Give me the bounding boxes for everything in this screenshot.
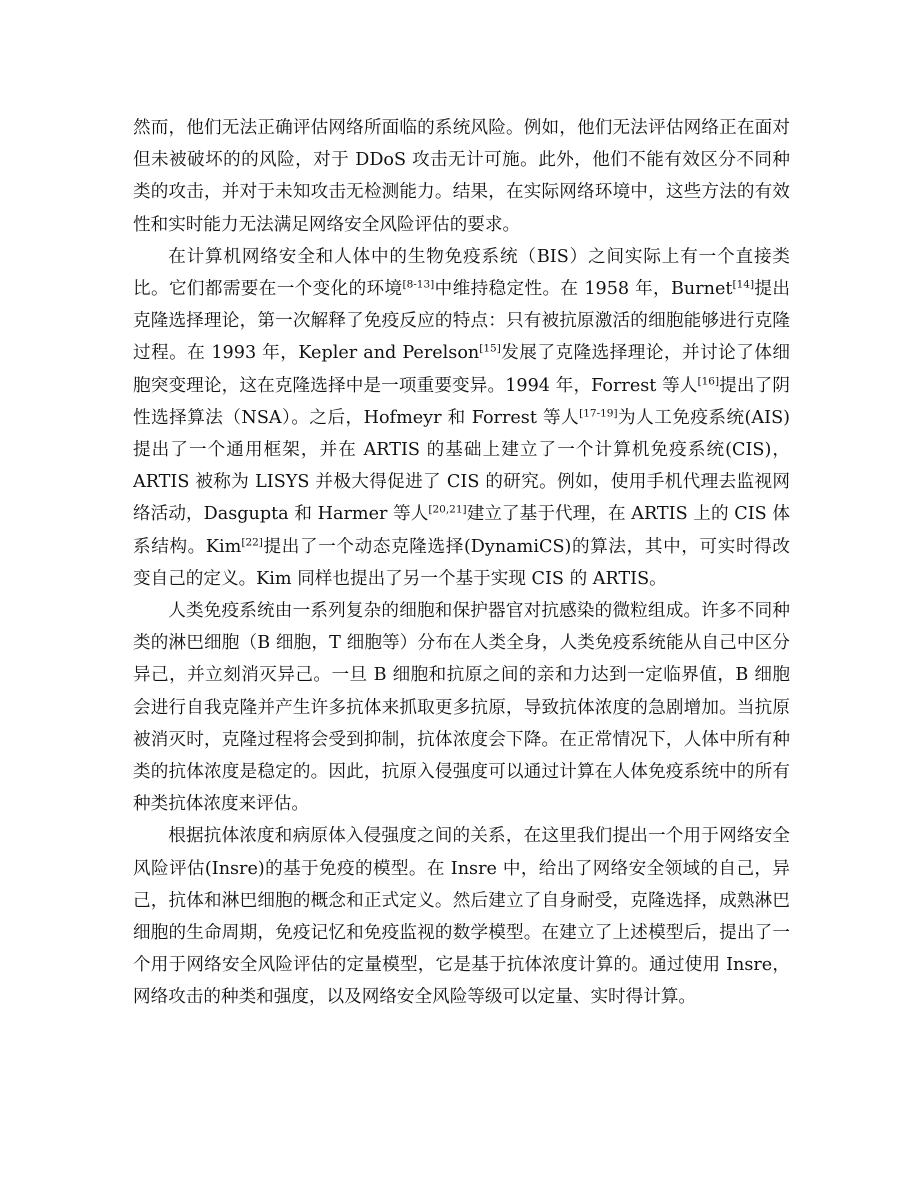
paragraph-text: 根据抗体浓度和病原体入侵强度之间的关系，在这里我们提出一个用于网络安全风险评估(Insre)的基于免疫的模型。在 Insre 中，给出了网络安全领域的自己，异己，抗体和淋巴细胞的概念和正式定义。然后建立了自身耐受，克隆选择，成熟淋巴细胞的生命周期，免疫记忆和免疫监视的数学模型。在建立了上述模型后，提出了一个用于网络安全风险评估的定量模型，它是基于抗体浓度计算的。通过使用 Insre，网络攻击的种类和强度，以及网络安全风险等级可以定量、实时得计算。 — [133, 826, 790, 1008]
paragraph-text: 提出克隆选择理论，第一次解释了免疫反应的特点：只有被抗原激活的细胞能够进行克隆过程。在 1993 年，Kepler and Perelson — [133, 279, 790, 364]
paragraph-text: 提出了一个动态克隆选择(DynamiCS)的算法，其中，可实时得改变自己的定义。Kim 同样也提出了另一个基于实现 CIS 的 ARTIS。 — [133, 536, 790, 589]
paragraph-text: 建立了基于代理，在 ARTIS 上的 CIS 体系结构。Kim — [133, 504, 790, 557]
paragraph-text: 然而，他们无法正确评估网络所面临的系统风险。例如，他们无法评估网络正在面对但未被破坏的的风险，对于 DDoS 攻击无计可施。此外，他们不能有效区分不同种类的攻击，并对于未知攻击无检测能力。结果，在实际网络环境中，这些方法的有效性和实时能力无法满足网络安全风险评估的要求。 — [133, 118, 790, 235]
citation-ref: [20,21] — [428, 503, 467, 516]
paragraph-text: 人类免疫系统由一系列复杂的细胞和保护器官对抗感染的微粒组成。许多不同种类的淋巴细胞（B 细胞，T 细胞等）分布在人类全身，人类免疫系统能从自己中区分异己，并立刻消灭异己。一旦 B 细胞和抗原之间的亲和力达到一定临界值，B 细胞会进行自我克隆并产生许多抗体来抓取更多抗原，导致抗体浓度的急剧增加。当抗原被消灭时，克隆过程将会受到抑制，抗体浓度会下降。在正常情况下，人体中所有种类的抗体浓度是稳定的。因此，抗原入侵强度可以通过计算在人体免疫系统中的所有种类抗体浓度来评估。 — [133, 601, 790, 815]
citation-ref: [14] — [732, 278, 755, 291]
citation-ref: [17-19] — [579, 407, 618, 420]
citation-ref: [8-13] — [402, 278, 435, 291]
paragraph — [133, 112, 790, 241]
body-text — [133, 112, 790, 1014]
citation-ref: [15] — [479, 342, 501, 355]
paragraph — [133, 595, 790, 820]
paragraph — [133, 241, 790, 595]
paragraph — [133, 820, 790, 1013]
paragraph-text: 为人工免疫系统(AIS)提出了一个通用框架，并在 ARTIS 的基础上建立了一个计算机免疫系统(CIS)，ARTIS 被称为 LISYS 并极大得促进了 CIS 的研究。例如，使用手机代理去监视网络活动，Dasgupta 和 Harmer 等人 — [133, 407, 790, 525]
citation-ref: [16] — [697, 375, 720, 388]
paragraph-text: 在计算机网络安全和人体中的生物免疫系统（BIS）之间实际上有一个直接类比。它们都需要在一个变化的环境 — [133, 246, 790, 300]
paragraph-text: 中维持稳定性。在 1958 年，Burnet — [434, 279, 733, 300]
paragraph-text: 提出了阴性选择算法（NSA）。之后，Hofmeyr 和 Forrest 等人 — [133, 375, 790, 428]
paragraph-text: 发展了克隆选择理论，并讨论了体细胞突变理论，这在克隆选择中是一项重要变异。1994 年，Forrest 等人 — [133, 343, 790, 396]
citation-ref: [22] — [241, 536, 263, 549]
